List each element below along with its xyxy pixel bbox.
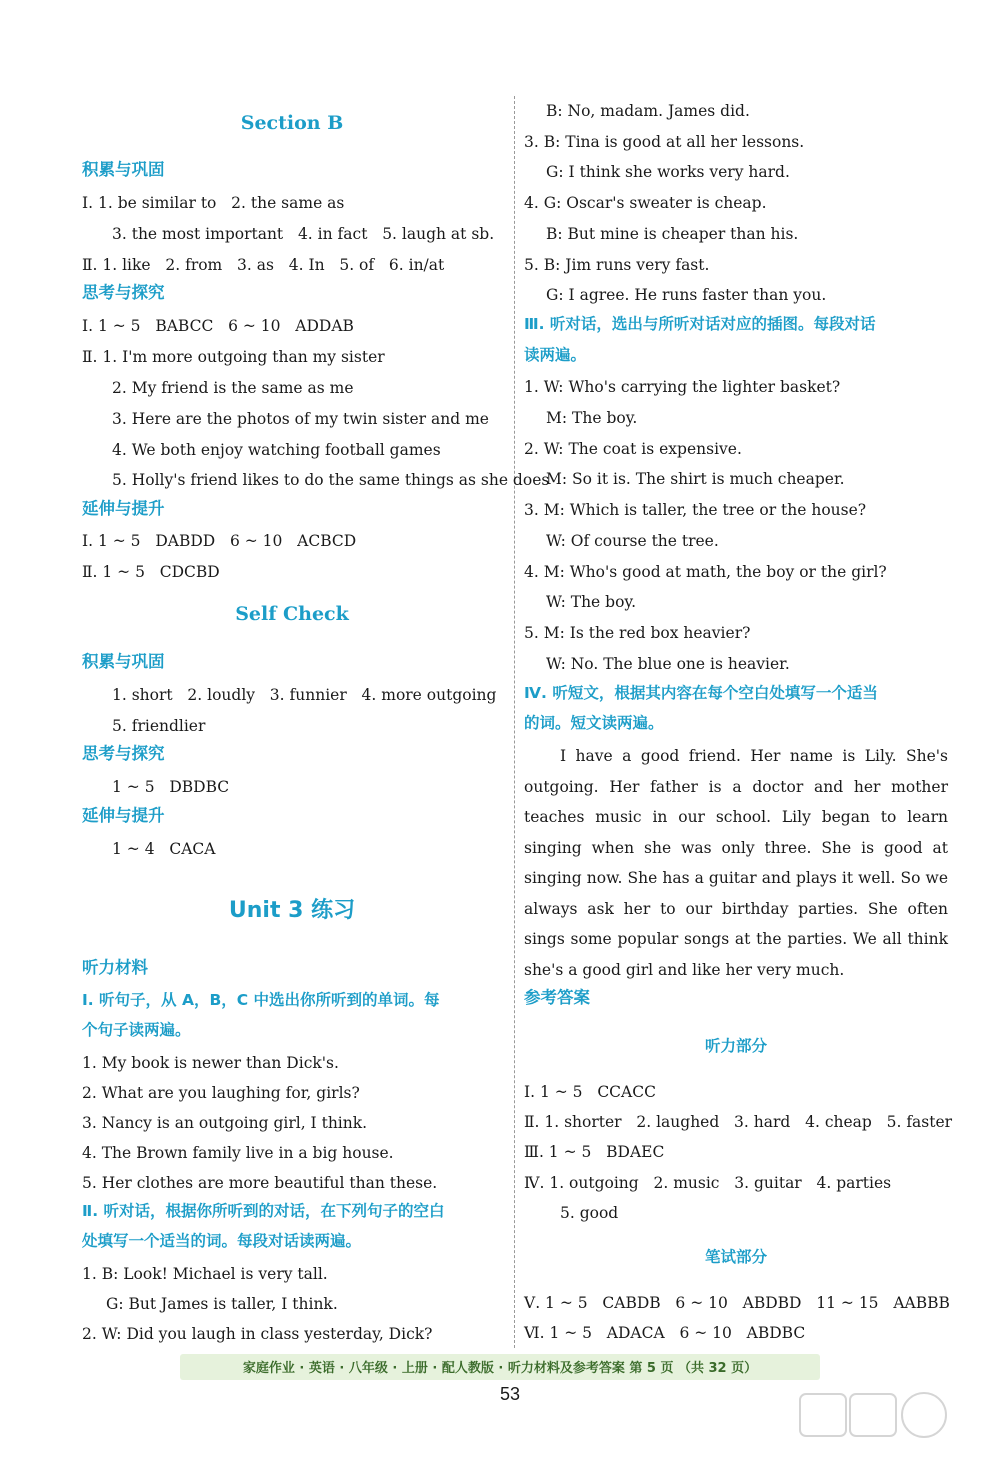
answer-line: 2. My friend is the same as me <box>112 379 354 397</box>
heading-listening-part: 听力部分 <box>704 1037 767 1055</box>
column-divider <box>514 96 515 1348</box>
section-b-title: Section B <box>240 112 344 134</box>
answer-line: Ⅰ. 1. be similar to 2. the same as <box>82 194 345 212</box>
answer-line: 3. the most important 4. in fact 5. laugh at sb. <box>112 225 495 243</box>
heading-written-part: 笔试部分 <box>704 1248 767 1266</box>
question-instruction: Ⅳ. 听短文，根据其内容在每个空白处填写一个适当 <box>524 684 878 702</box>
sentence-line: 5. Her clothes are more beautiful than these. <box>82 1174 438 1192</box>
heading-answers: 参考答案 <box>524 988 590 1007</box>
sentence-line: 2. What are you laughing for, girls? <box>82 1084 360 1102</box>
dialogue-line: 5. M: Is the red box heavier? <box>524 624 751 642</box>
dialogue-line: W: No. The blue one is heavier. <box>546 655 790 673</box>
heading-extend: 延伸与提升 <box>82 499 165 518</box>
answer-line: Ⅵ. 1 ~ 5 ADACA 6 ~ 10 ABDBC <box>524 1324 806 1342</box>
watermark-logo <box>796 1388 986 1458</box>
listening-passage: I have a good friend. Her name is Lily. She's outgoing. Her father is a doctor and her mother teaches music in our school. Lily began to learn singing when she was only three. She is good at singing now. She has a guitar and plays it well. So we always ask her to our birthday parties. She often sings some popular songs at the parties. We all think she's a good girl and like her very much. <box>524 747 948 979</box>
answer-line: 5. Holly's friend likes to do the same things as she does <box>112 471 550 489</box>
unit-3-title: Unit 3 练习 <box>228 898 356 923</box>
heading-extend: 延伸与提升 <box>82 806 165 825</box>
dialogue-line: B: No, madam. James did. <box>546 102 750 120</box>
question-instruction: Ⅰ. 听句子，从 A，B，C 中选出你所听到的单词。每 <box>82 991 440 1009</box>
answer-line: Ⅱ. 1 ~ 5 CDCBD <box>82 563 220 581</box>
dialogue-line: W: Of course the tree. <box>546 532 719 550</box>
answer-line: Ⅰ. 1 ~ 5 CCACC <box>524 1083 656 1101</box>
dialogue-line: 4. M: Who's good at math, the boy or the girl? <box>524 563 887 581</box>
self-check-title: Self Check <box>235 603 349 625</box>
dialogue-line: G: I agree. He runs faster than you. <box>546 286 827 304</box>
dialogue-line: 1. W: Who's carrying the lighter basket? <box>524 378 841 396</box>
answer-line: Ⅲ. 1 ~ 5 BDAEC <box>524 1143 665 1161</box>
heading-listening-material: 听力材料 <box>82 958 148 977</box>
dialogue-line: 4. G: Oscar's sweater is cheap. <box>524 194 767 212</box>
footer-bar <box>180 1354 820 1380</box>
watermark-circle <box>902 1393 946 1437</box>
answer-line: 3. Here are the photos of my twin sister and me <box>112 410 489 428</box>
heading-consolidate: 积累与巩固 <box>82 160 165 179</box>
question-instruction: 的词。短文读两遍。 <box>524 714 664 732</box>
dialogue-line: 3. B: Tina is good at all her lessons. <box>524 133 805 151</box>
answer-line: Ⅱ. 1. like 2. from 3. as 4. In 5. of 6. in/at <box>82 256 445 274</box>
dialogue-line: 5. B: Jim runs very fast. <box>524 256 710 274</box>
watermark-box-2 <box>850 1394 896 1436</box>
dialogue-line: 2. W: The coat is expensive. <box>524 440 742 458</box>
question-instruction: 个句子读两遍。 <box>82 1021 191 1039</box>
dialogue-line: M: So it is. The shirt is much cheaper. <box>546 470 845 488</box>
heading-explore: 思考与探究 <box>82 283 165 302</box>
dialogue-line: 2. W: Did you laugh in class yesterday, Dick? <box>82 1325 433 1343</box>
question-instruction: Ⅲ. 听对话，选出与所听对话对应的插图。每段对话 <box>524 315 876 333</box>
dialogue-line: G: I think she works very hard. <box>546 163 790 181</box>
answer-line: 5. friendlier <box>112 717 206 735</box>
sentence-line: 3. Nancy is an outgoing girl, I think. <box>82 1114 368 1132</box>
answer-line: Ⅰ. 1 ~ 5 DABDD 6 ~ 10 ACBCD <box>82 532 357 550</box>
answer-line: Ⅱ. 1. I'm more outgoing than my sister <box>82 348 385 366</box>
dialogue-line: B: But mine is cheaper than his. <box>546 225 799 243</box>
answer-line: 4. We both enjoy watching football games <box>112 441 441 459</box>
answer-line: 1 ~ 4 CACA <box>112 840 216 858</box>
dialogue-line: 3. M: Which is taller, the tree or the house? <box>524 501 867 519</box>
question-instruction: Ⅱ. 听对话，根据你所听到的对话，在下列句子的空白 <box>82 1202 445 1220</box>
footer-text: 家庭作业 · 英语 · 八年级 · 上册 · 配人教版 · 听力材料及参考答案 第 5 页 （共 32 页） <box>242 1361 758 1376</box>
heading-consolidate: 积累与巩固 <box>82 652 165 671</box>
answer-line: Ⅰ. 1 ~ 5 BABCC 6 ~ 10 ADDAB <box>82 317 354 335</box>
dialogue-line: W: The boy. <box>546 593 637 611</box>
answer-line: Ⅳ. 1. outgoing 2. music 3. guitar 4. parties <box>524 1174 892 1192</box>
answer-line: 1. short 2. loudly 3. funnier 4. more outgoing <box>112 686 497 704</box>
sentence-line: 4. The Brown family live in a big house. <box>82 1144 394 1162</box>
question-instruction: 读两遍。 <box>524 346 587 364</box>
page-number: 53 <box>499 1384 521 1404</box>
dialogue-line: 1. B: Look! Michael is very tall. <box>82 1265 328 1283</box>
answer-line: 1 ~ 5 DBDBC <box>112 778 230 796</box>
answer-line: Ⅱ. 1. shorter 2. laughed 3. hard 4. cheap 5. faster <box>524 1113 953 1131</box>
heading-explore: 思考与探究 <box>82 744 165 763</box>
dialogue-line: G: But James is taller, I think. <box>106 1295 338 1313</box>
dialogue-line: M: The boy. <box>546 409 638 427</box>
answer-line: 5. good <box>560 1204 619 1222</box>
answer-line: Ⅴ. 1 ~ 5 CABDB 6 ~ 10 ABDBD 11 ~ 15 AABBB <box>524 1294 950 1312</box>
watermark-box-1 <box>800 1394 846 1436</box>
question-instruction: 处填写一个适当的词。每段对话读两遍。 <box>82 1232 362 1250</box>
sentence-line: 1. My book is newer than Dick's. <box>82 1054 339 1072</box>
